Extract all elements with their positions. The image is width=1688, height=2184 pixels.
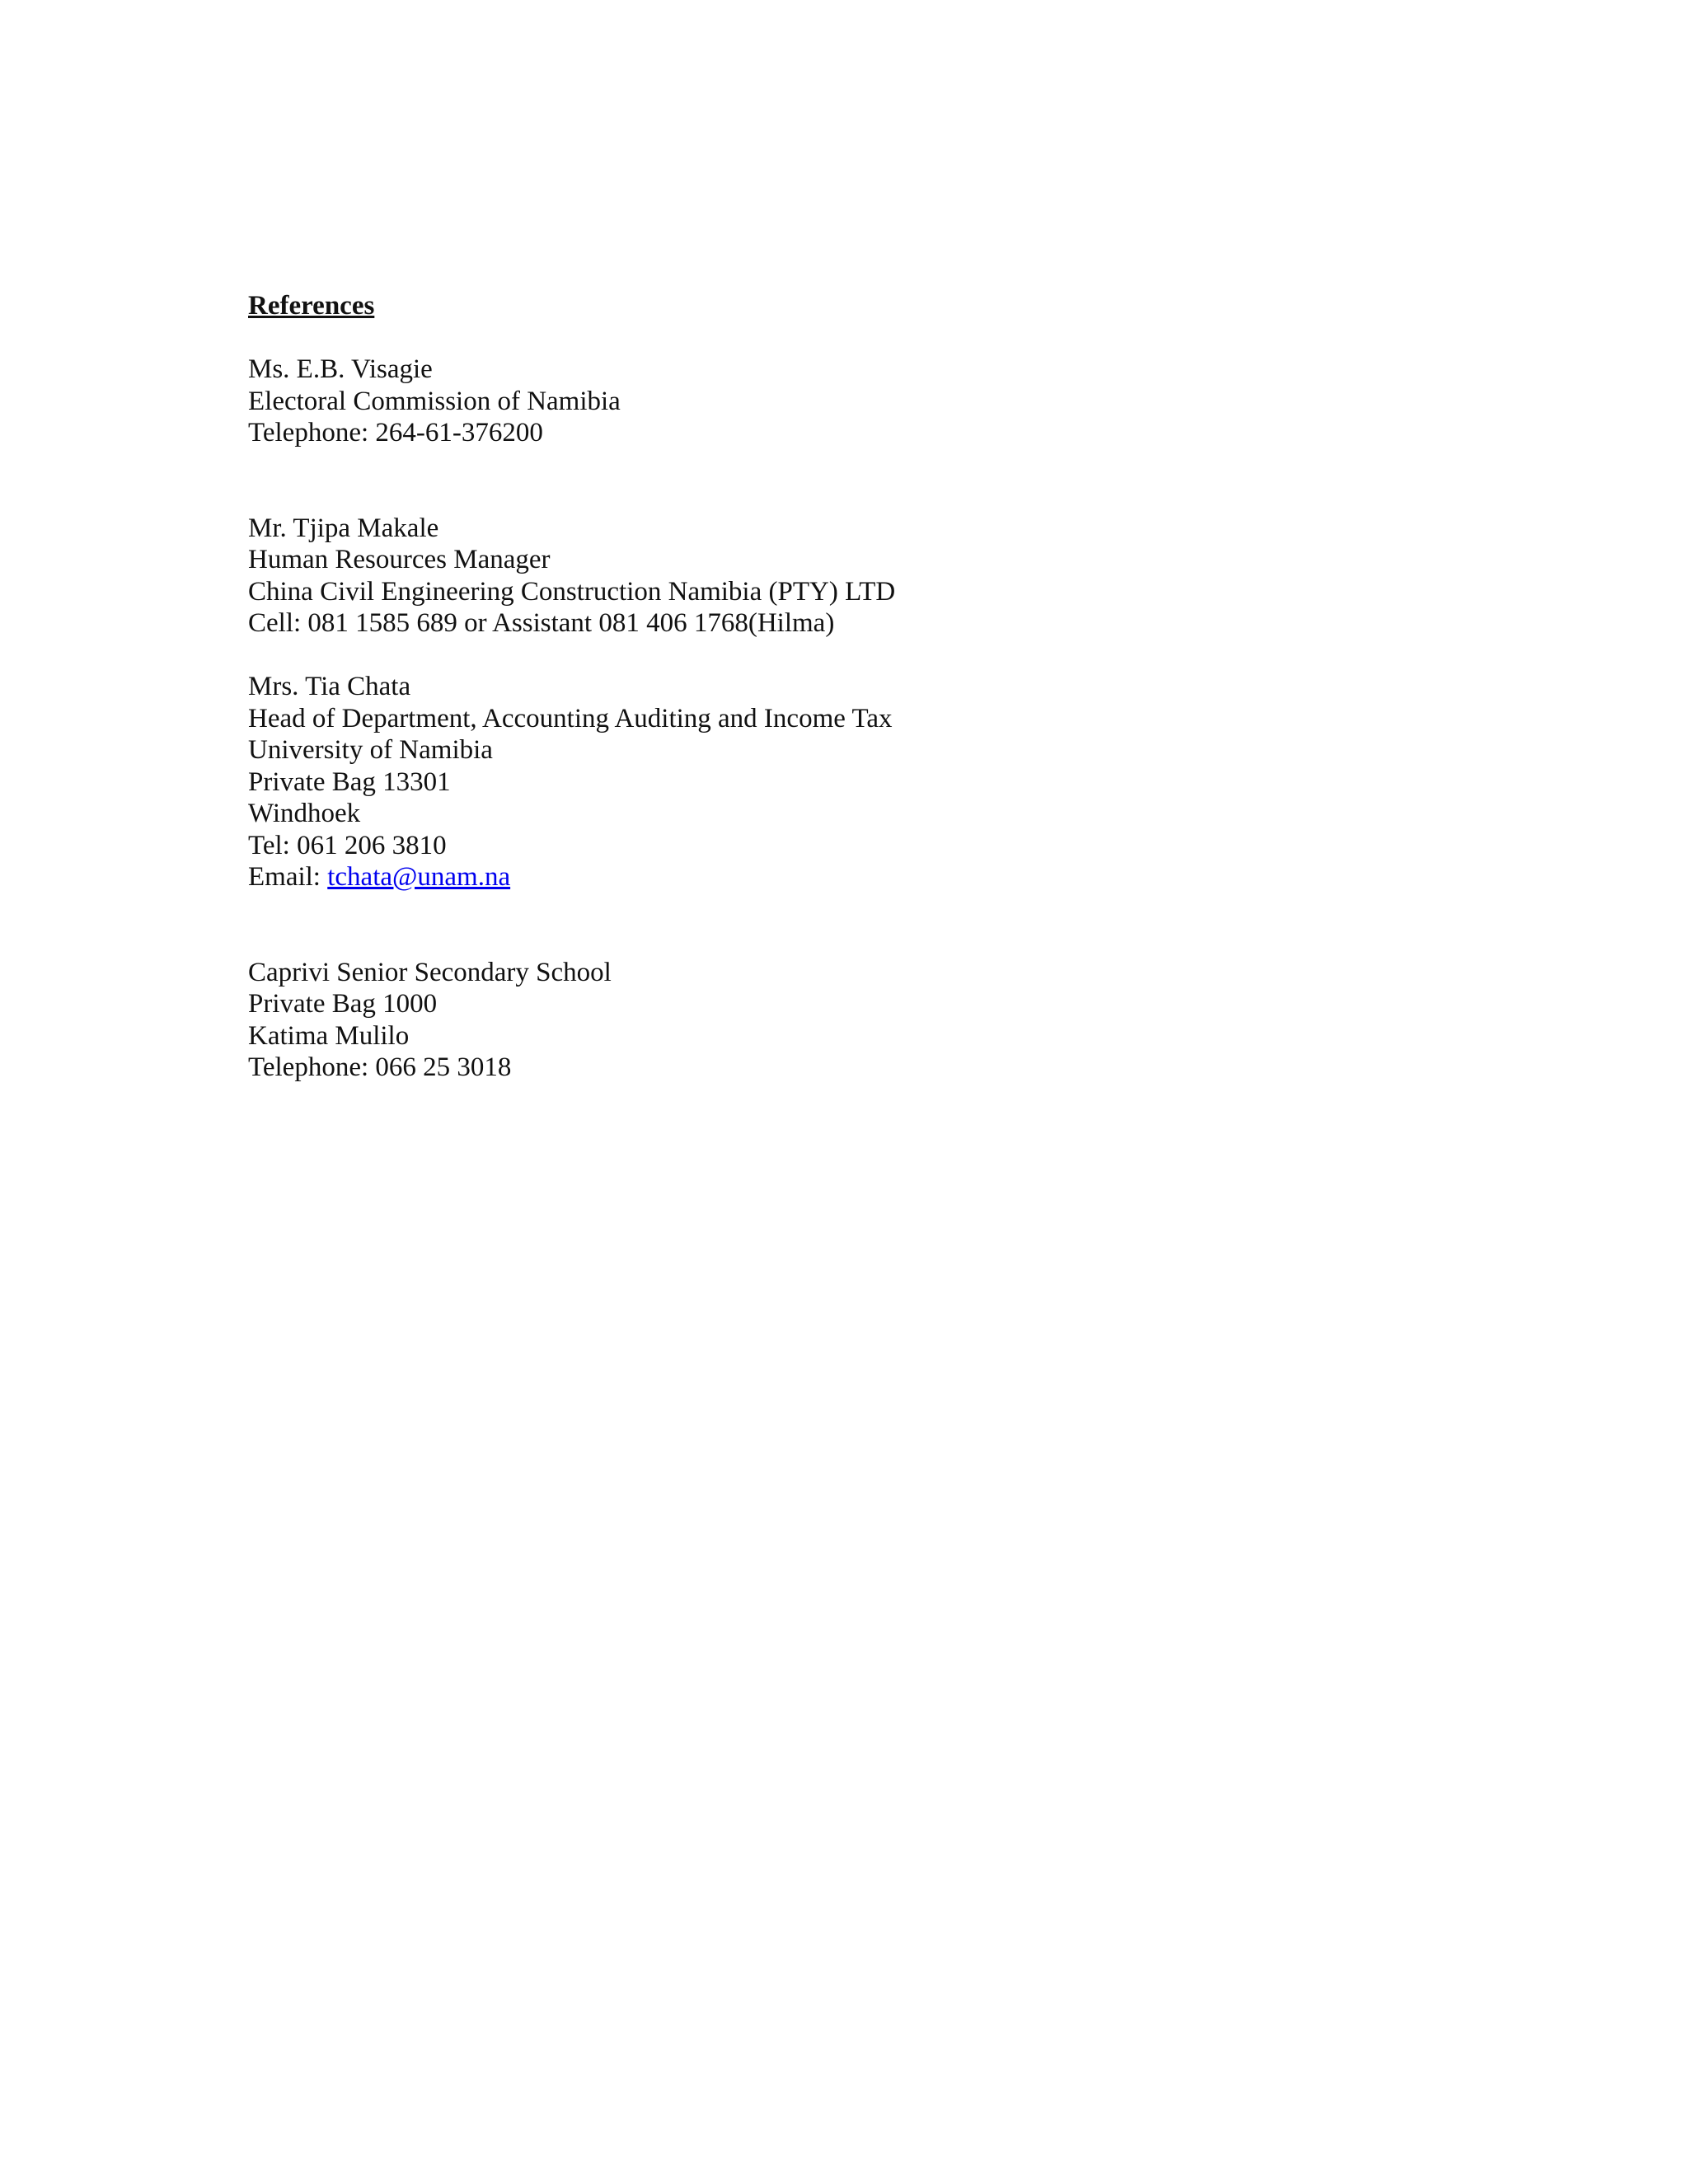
reference-position: Human Resources Manager [248,545,551,574]
reference-email-line [248,861,1484,893]
document-content [248,290,1484,1084]
reference-chata [248,671,1484,893]
reference-caprivi [248,957,1484,1084]
reference-telephone: Telephone: 066 25 3018 [248,1052,512,1082]
reference-name: Mrs. Tia Chata [248,672,411,701]
reference-name: Mr. Tjipa Makale [248,513,439,543]
email-link[interactable]: tchata@unam.na [327,862,511,892]
reference-organization: University of Namibia [248,735,493,765]
spacer [248,449,1484,513]
reference-address: Private Bag 13301 [248,766,451,797]
reference-makale [248,513,1484,640]
spacer [248,640,1484,672]
reference-position: Head of Department, Accounting Auditing and Income Tax [248,703,893,733]
reference-organization: Electoral Commission of Namibia [248,386,621,416]
reference-telephone: Telephone: 264-61-376200 [248,418,543,448]
reference-city: Windhoek [248,799,361,828]
reference-organization: China Civil Engineering Construction Namibia (PTY) LTD [248,576,896,607]
reference-telephone: Tel: 061 206 3810 [248,830,447,860]
reference-address: Private Bag 1000 [248,989,438,1019]
reference-organization: Caprivi Senior Secondary School [248,957,612,987]
reference-city: Katima Mulilo [248,1020,410,1051]
email-label: Email: [248,862,328,892]
reference-cell: Cell: 081 1585 689 or Assistant 081 406 1768(Hilma) [248,608,835,638]
reference-visagie [248,354,1484,449]
references-heading: References [248,291,375,321]
reference-name: Ms. E.B. Visagie [248,354,433,384]
spacer [248,893,1484,957]
